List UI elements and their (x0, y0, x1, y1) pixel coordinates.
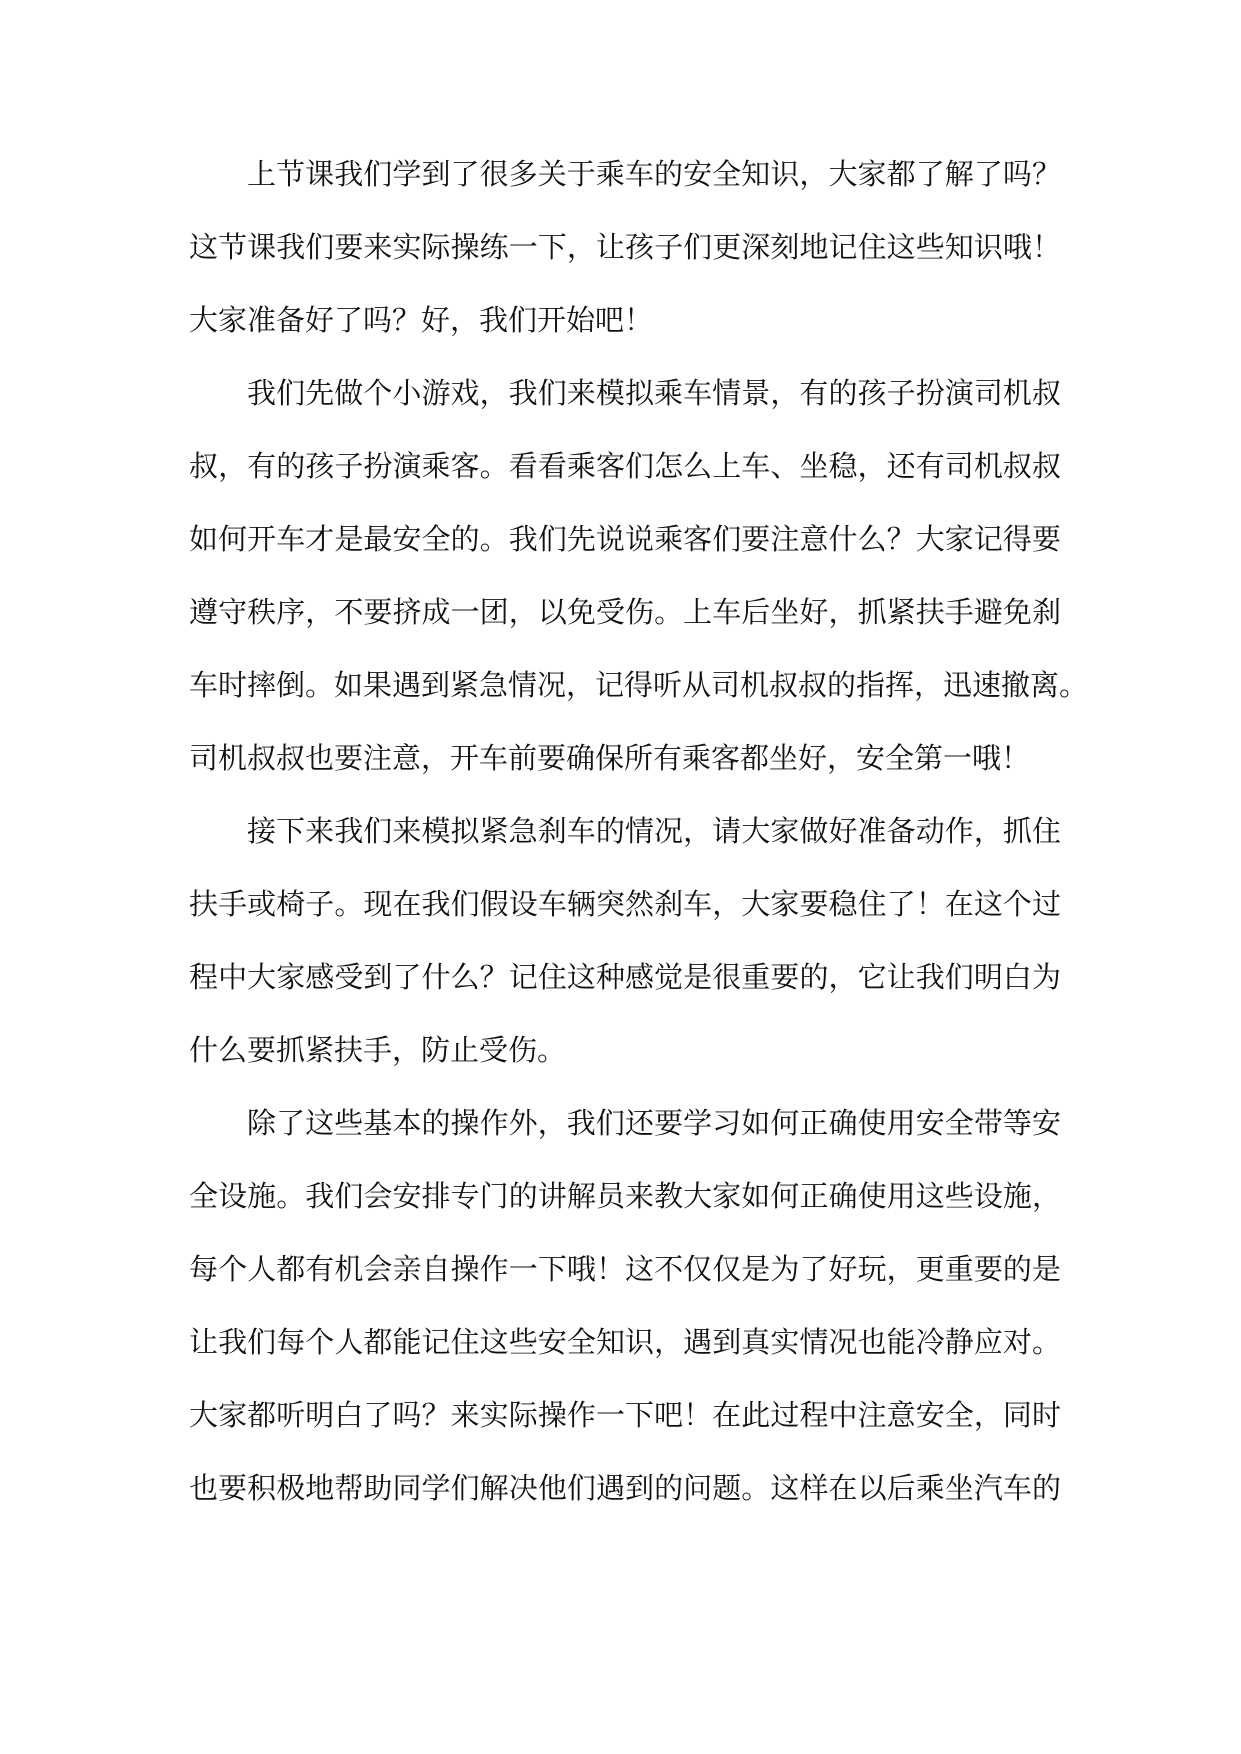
document-body (189, 138, 1089, 1525)
text-line: 接下来我们来模拟紧急刹车的情况，请大家做好准备动作，抓住 (247, 814, 1061, 848)
text-line: 叔，有的孩子扮演乘客。看看乘客们怎么上车、坐稳，还有司机叔叔 (189, 449, 1061, 483)
text-line: 如何开车才是最安全的。我们先说说乘客们要注意什么？大家记得要 (189, 522, 1061, 556)
text-line: 什么要抓紧扶手，防止受伤。 (189, 1033, 567, 1067)
text-line: 每个人都有机会亲自操作一下哦！这不仅仅是为了好玩，更重要的是 (189, 1252, 1061, 1286)
text-line: 我们先做个小游戏，我们来模拟乘车情景，有的孩子扮演司机叔 (247, 376, 1061, 410)
text-line: 这节课我们要来实际操练一下，让孩子们更深刻地记住这些知识哦！ (189, 230, 1061, 264)
paragraph-3 (189, 795, 1061, 1087)
paragraph-4 (189, 1087, 1061, 1525)
text-line: 大家准备好了吗？好，我们开始吧！ (189, 303, 654, 337)
text-line: 除了这些基本的操作外，我们还要学习如何正确使用安全带等安 (247, 1106, 1061, 1140)
text-line: 遵守秩序，不要挤成一团，以免受伤。上车后坐好，抓紧扶手避免刹 (189, 595, 1061, 629)
text-line: 扶手或椅子。现在我们假设车辆突然刹车，大家要稳住了！在这个过 (189, 887, 1061, 921)
text-line: 程中大家感受到了什么？记住这种感觉是很重要的，它让我们明白为 (189, 960, 1061, 994)
text-line: 让我们每个人都能记住这些安全知识，遇到真实情况也能冷静应对。 (189, 1325, 1061, 1359)
text-line: 上节课我们学到了很多关于乘车的安全知识，大家都了解了吗？ (247, 157, 1061, 191)
text-line: 大家都听明白了吗？来实际操作一下吧！在此过程中注意安全，同时 (189, 1398, 1061, 1432)
text-line: 也要积极地帮助同学们解决他们遇到的问题。这样在以后乘坐汽车的 (189, 1471, 1061, 1505)
paragraph-2 (189, 357, 1089, 795)
paragraph-1 (189, 138, 1061, 357)
text-line: 司机叔叔也要注意，开车前要确保所有乘客都坐好，安全第一哦！ (189, 741, 1031, 775)
text-line: 全设施。我们会安排专门的讲解员来教大家如何正确使用这些设施， (189, 1179, 1061, 1213)
text-line: 车时摔倒。如果遇到紧急情况，记得听从司机叔叔的指挥，迅速撤离。 (189, 668, 1089, 702)
